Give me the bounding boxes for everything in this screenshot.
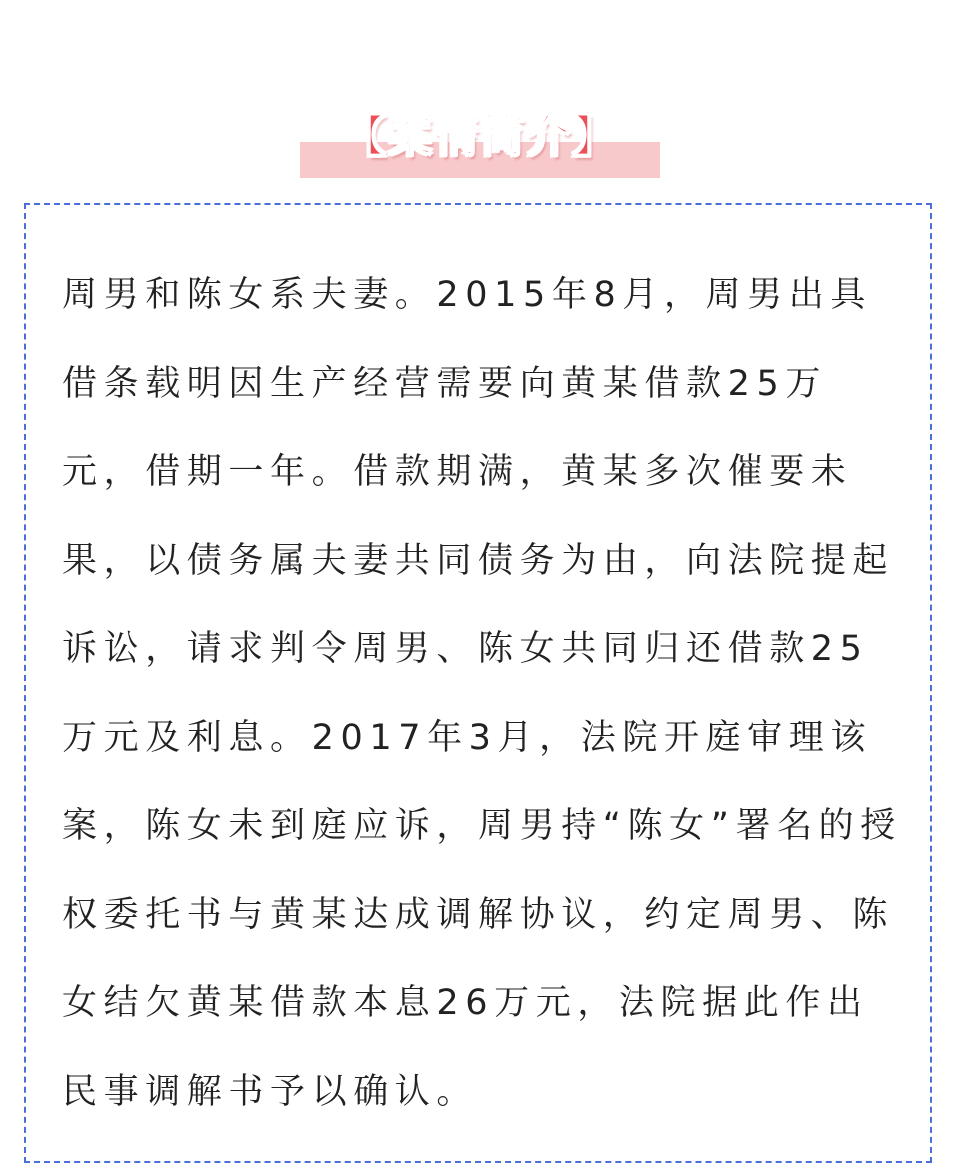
section-heading bbox=[0, 0, 960, 200]
case-summary-text: 周男和陈女系夫妻。2015年8月，周男出具借条载明因生产经营需要向黄某借款25万元，借期一年。借款期满，黄某多次催要未果，以债务属夫妻共同债务为由，向法院提起诉讼，请求判令周男、陈女共同归还借款25万元及利息。2017年3月，法院开庭审理该案，陈女未到庭应诉，周男持“陈女”署名的授权委托书与黄某达成调解协议，约定周男、陈女结欠黄某借款本息26万元，法院据此作出民事调解书予以确认。 bbox=[62, 275, 902, 1112]
section-title: 【案情简介】 bbox=[342, 111, 618, 162]
